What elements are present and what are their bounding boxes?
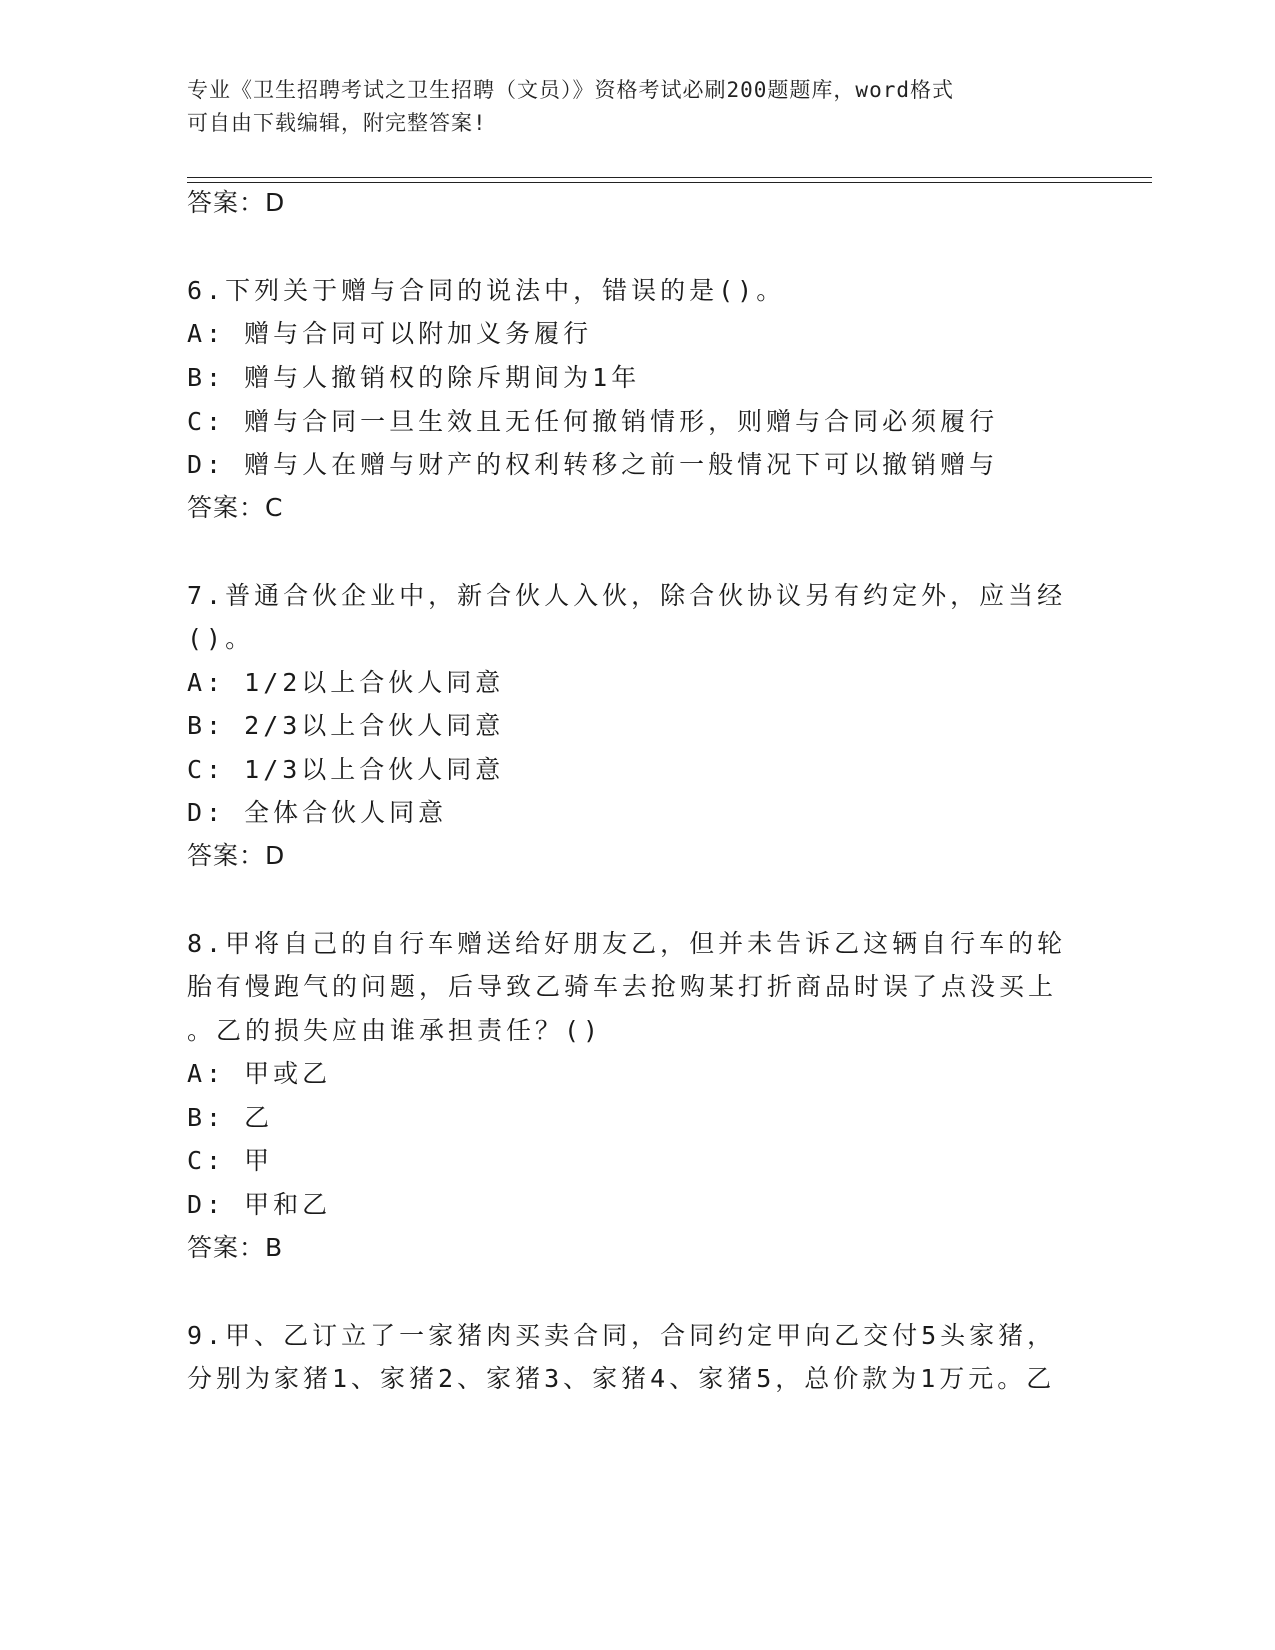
header-line-2: 可自由下载编辑，附完整答案! [187, 111, 487, 135]
question-9-stem-line-1: 9.甲、乙订立了一家猪肉买卖合同，合同约定甲向乙交付5头家猪， [187, 1321, 1057, 1350]
question-7-stem-line-1: 7.普通合伙企业中，新合伙人入伙，除合伙协议另有约定外，应当经 [187, 581, 1067, 610]
header-divider-top [187, 177, 1152, 178]
question-8-option-c: C: 甲 [187, 1146, 274, 1175]
question-8-option-a: A: 甲或乙 [187, 1059, 332, 1088]
question-7-stem-line-2: ()。 [187, 624, 255, 653]
question-7-option-c: C: 1/3以上合伙人同意 [187, 755, 505, 784]
question-6-option-c: C: 赠与合同一旦生效且无任何撤销情形，则赠与合同必须履行 [187, 407, 999, 436]
question-8-option-d: D: 甲和乙 [187, 1190, 332, 1219]
previous-answer: 答案：D [187, 188, 286, 217]
header-line-1: 专业《卫生招聘考试之卫生招聘（文员）》资格考试必刷200题题库，word格式 [187, 78, 954, 102]
question-6-option-a: A: 赠与合同可以附加义务履行 [187, 319, 593, 348]
question-8-option-b: B: 乙 [187, 1103, 274, 1132]
question-8-answer: 答案：B [187, 1233, 284, 1262]
question-6-stem: 6.下列关于赠与合同的说法中，错误的是()。 [187, 276, 786, 305]
question-8-stem-line-1: 8.甲将自己的自行车赠送给好朋友乙，但并未告诉乙这辆自行车的轮 [187, 929, 1067, 958]
header-divider-bottom [187, 182, 1152, 183]
question-6-option-d: D: 赠与人在赠与财产的权利转移之前一般情况下可以撤销赠与 [187, 450, 999, 479]
question-7-option-d: D: 全体合伙人同意 [187, 798, 448, 827]
question-6-answer: 答案：C [187, 493, 284, 522]
document-header [187, 74, 1067, 140]
question-7-answer: 答案：D [187, 841, 286, 870]
question-6-option-b: B: 赠与人撤销权的除斥期间为1年 [187, 363, 641, 392]
question-8-stem-line-2: 胎有慢跑气的问题，后导致乙骑车去抢购某打折商品时误了点没买上 [187, 972, 1058, 1001]
question-7-option-b: B: 2/3以上合伙人同意 [187, 711, 505, 740]
question-8-stem-line-3: 。乙的损失应由谁承担责任？() [187, 1016, 603, 1045]
question-9-stem-line-2: 分别为家猪1、家猪2、家猪3、家猪4、家猪5，总价款为1万元。乙 [187, 1364, 1056, 1393]
question-7-option-a: A: 1/2以上合伙人同意 [187, 668, 505, 697]
